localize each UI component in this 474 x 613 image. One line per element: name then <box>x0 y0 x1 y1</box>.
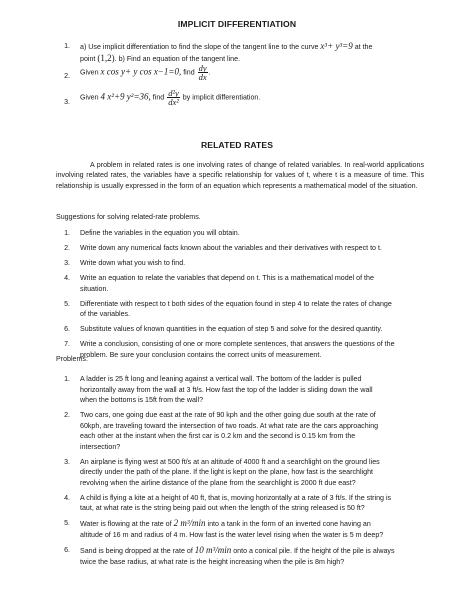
list-item-number: 3. <box>64 457 70 466</box>
list-item-text: Write a conclusion, consisting of one or more complete sentences, that answers the questions of the <box>80 340 395 348</box>
list-item-text: Write an equation to relate the variables that depend on t. This is a mathematical model of the <box>80 274 374 282</box>
equation: x³+ y³=9 <box>320 41 353 51</box>
problem-text: A child is flying a kite at a height of 40 ft, that is, moving horizontally at a rate of 3 ft/s. If the string is <box>80 493 392 502</box>
problem-text: Sand is being dropped at the rate of <box>80 547 193 556</box>
problem-text: Water is flowing at the rate of <box>80 520 172 528</box>
list-item-text: situation. <box>80 284 109 293</box>
derivative-fraction <box>198 64 208 81</box>
implicit-problem-2 <box>56 64 436 88</box>
list-item-number: 1. <box>64 375 70 383</box>
list-item-number: 3. <box>64 259 70 267</box>
problem-text: Given <box>80 68 99 77</box>
problem-text: revolving when the airline distance of the plane from the searchlight is 2000 ft due east? <box>80 478 356 487</box>
intro-text: A problem in related rates is one involving rates of change of related variables. In real-world applications involving related rates, the variables have a specific relationship for values of t, where t is a measure of time. This relationship is usually expressed in the form of an equation which represents a mathematical model of the situation. <box>56 161 424 190</box>
list-item-number: 6. <box>64 546 70 555</box>
list-item-number: 2. <box>64 244 70 252</box>
problem-text: by implicit differentiation. <box>182 93 261 102</box>
section-title-related-rates: RELATED RATES <box>200 140 274 150</box>
rate-expression: 2 m³/min <box>173 518 206 528</box>
problem-text: . b) Find an equation of the tangent line. <box>114 55 241 63</box>
problems-title: Problems: <box>56 355 88 363</box>
fraction-numerator: dy <box>198 63 207 73</box>
problem-text: find <box>152 93 165 102</box>
problem-text: An airplane is flying west at 500 ft/s at an altitude of 4000 ft and a searchlight on the ground lies <box>80 457 380 466</box>
problem-text: twice the base radius, at what rate is the height increasing when the pile is 8m high? <box>80 558 345 567</box>
equation: 4 x²+9 y²=36, <box>100 91 151 102</box>
rate-expression: 10 m³/min <box>194 545 232 556</box>
list-item-number: 5. <box>64 519 70 527</box>
problem-text: find <box>183 68 195 77</box>
list-item-number: 7. <box>64 340 70 348</box>
list-item-text: Write down any numerical facts known about the variables and their derivatives with respect to t. <box>80 244 382 252</box>
list-item-text: Substitute values of known quantities in the equation of step 5 and solve for the desired quantity. <box>80 325 383 333</box>
problem-text: 60kph, are traveling toward the intersection of two roads. At what rate are the cars approaching <box>80 421 379 430</box>
list-item-number: 4. <box>64 274 70 282</box>
implicit-problem-3 <box>56 89 436 115</box>
suggestions-title: Suggestions for solving related-rate problems. <box>56 213 201 221</box>
problem-text: altitude of 16 m and radius of 4 m. How fast is the water level rising when the water is 5 m deep? <box>80 531 384 539</box>
fraction-denominator: dx² <box>168 97 179 107</box>
list-item-text: Differentiate with respect to t both sides of the equation found in step 4 to relate the rates of change <box>80 299 392 308</box>
list-item-text: problem. Be sure your conclusion contains the correct units of measurement. <box>80 350 322 359</box>
list-item-number: 2. <box>64 411 70 419</box>
list-item-number: 1. <box>64 229 70 237</box>
problem-text: each other at the instant when the first car is 0.2 km and the second is 0.15 km from the <box>80 432 356 440</box>
equation: x cos y+ y cos x−1=0, <box>100 66 182 77</box>
intro-paragraph <box>56 160 424 191</box>
problem-text: taut, at what rate is the string being paid out when the length of the string released is 50 ft? <box>80 504 365 512</box>
problem-text: at the <box>354 43 373 51</box>
problem-text: onto a conical pile. If the height of the pile is always <box>233 547 395 556</box>
list-item-number: 6. <box>64 325 70 333</box>
problem-text: Given <box>80 93 99 102</box>
fraction-numerator: d²y <box>168 88 179 98</box>
problem-text: intersection? <box>80 442 121 451</box>
problem-number: 2. <box>64 72 70 80</box>
list-item-text: Write down what you wish to find. <box>80 259 186 267</box>
problem-text: horizontally away from the wall at 3 ft/s. How fast the top of the ladder is sliding down the wall <box>80 385 373 394</box>
list-item-text: of the variables. <box>80 310 131 318</box>
problem-text: A ladder is 25 ft long and leaning against a vertical wall. The bottom of the ladder is pulled <box>80 375 362 383</box>
point-coordinates: (1,2) <box>97 53 115 63</box>
problem-text: . <box>208 68 211 77</box>
problem-text: into a tank in the form of an inverted cone having an <box>207 520 371 528</box>
section-title-implicit-differentiation: IMPLICIT DIFFERENTIATION <box>177 19 297 29</box>
second-derivative-fraction <box>167 89 180 106</box>
problem-number: 3. <box>64 98 70 106</box>
problem-text: when the bottoms is 15ft from the wall? <box>80 396 204 404</box>
problem-text: Two cars, one going due east at the rate of 90 kph and the other going due south at the rate of <box>80 411 376 419</box>
problem-text: point <box>80 55 96 63</box>
list-item-number: 4. <box>64 493 70 502</box>
problem-text: a) Use implicit differentiation to find the slope of the tangent line to the curve <box>80 43 319 51</box>
list-item-text: Define the variables in the equation you will obtain. <box>80 229 240 237</box>
fraction-denominator: dx <box>198 72 207 82</box>
problem-number: 1. <box>64 42 70 50</box>
list-item-number: 5. <box>64 299 70 308</box>
problem-text: directly under the path of the plane. If the light is kept on the plane, how fast is the searchlight <box>80 468 373 476</box>
